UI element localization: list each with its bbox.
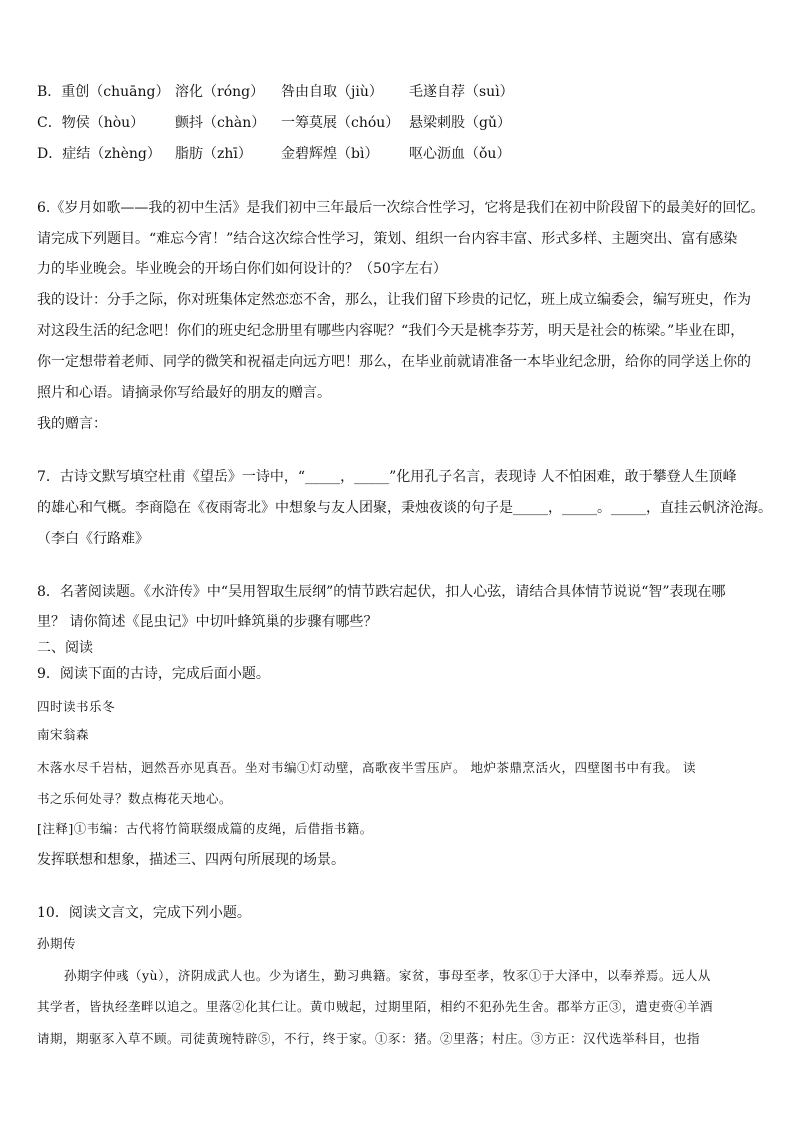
passage-line: 其学者，皆执经垄畔以追之。里落②化其仁让。黄巾贼起，过期里陌，相约不犯孙先生舍。郡举方正③，遣吏赍④羊酒 <box>37 999 714 1014</box>
q9-intro: 9．阅读下面的古诗，完成后面小题。 <box>37 666 270 682</box>
poem-author: 南宋翁森 <box>37 727 90 742</box>
q10-intro: 10．阅读文言文，完成下列小题。 <box>37 905 251 921</box>
option-d-item-3: 金碧辉煌（bì） <box>281 146 379 162</box>
option-c-item-1: C．物侯（hòu） <box>37 115 145 131</box>
q6-line: 力的毕业晚会。毕业晚会的开场白你们如何设计的？（50字左右） <box>37 261 447 277</box>
q7-line: 的雄心和气概。李商隐在《夜雨寄北》中想象与友人团聚，秉烛夜谈的句子是_____，_____。_____，直挂云帆济沧海。 <box>37 500 772 516</box>
option-b <box>37 83 514 101</box>
option-b-item-3: 咎由自取（jiù） <box>281 84 383 100</box>
poem-note: [注释]①韦编：古代将竹简联缀成篇的皮绳，后借指书籍。 <box>37 821 373 836</box>
option-d-item-4: 呕心沥血（ǒu） <box>409 146 511 162</box>
passage-line: 孙期字仲彧（yù），济阴成武人也。少为诸生，勤习典籍。家贫，事母至孝，牧豕①于大泽中，以奉养焉。远人从 <box>64 968 711 983</box>
q6-line: 照片和心语。请摘录你写给最好的朋友的赠言。 <box>37 385 331 401</box>
option-b-item-4: 毛遂自荐（suì） <box>409 84 514 100</box>
option-c-item-4: 悬梁刺股（gǔ） <box>409 115 511 131</box>
q6-line: 我的设计：分手之际，你对班集体定然恋恋不舍，那么，让我们留下珍贵的记忆，班上成立编委会，编写班史，作为 <box>37 292 751 308</box>
section-heading: 二、阅读 <box>37 640 93 656</box>
option-b-item-1: B．重创（chuāng） <box>37 84 170 100</box>
q6-line: 你一定想带着老师、同学的微笑和祝福走向远方吧！那么，在毕业前就请准备一本毕业纪念册，给你的同学送上你的 <box>37 354 751 370</box>
passage-line: 请期，期驱豕入草不顾。司徒黄琬特辟⑤，不行，终于家。①豕：猪。②里落；村庄。③方正：汉代选举科目，也指 <box>37 1031 701 1046</box>
q9-task: 发挥联想和想象，描述三、四两句所展现的场景。 <box>37 852 345 868</box>
passage-title: 孙期传 <box>37 936 77 951</box>
option-d-item-1: D．症结（zhèng） <box>37 146 161 162</box>
q6-line: 请完成下列题目。“难忘今宵！”结合这次综合性学习，策划、组织一台内容丰富、形式多样、主题突出、富有感染 <box>37 231 738 247</box>
option-d-item-2: 脂肪（zhī） <box>175 146 252 162</box>
option-d <box>37 145 510 163</box>
q7-line: 7．古诗文默写填空杜甫《望岳》一诗中，“_____，_____”化用孔子名言，表现诗 人不怕困难，敢于攀登人生顶峰 <box>37 469 737 485</box>
q6-line: 对这段生活的纪念吧！你们的班史纪念册里有哪些内容呢？“我们今天是桃李芬芳，明天是社会的栋梁。”毕业在即， <box>37 323 745 339</box>
q8-line: 里？ 请你简述《昆虫记》中切叶蜂筑巢的步骤有哪些？ <box>37 614 378 630</box>
option-c-item-3: 一筹莫展（chóu） <box>281 115 400 131</box>
q6-line: 6.《岁月如歌——我的初中生活》是我们初中三年最后一次综合性学习，它将是我们在初中阶段留下的最美好的回忆。 <box>37 200 765 216</box>
poem-line: 木落水尽千岩枯，迥然吾亦见真吾。坐对韦编①灯动壁，高歌夜半雪压庐。 地炉茶鼎烹活火，四壁图书中有我。 读 <box>37 760 696 775</box>
option-c-item-2: 颤抖（chàn） <box>175 115 266 131</box>
q6-answer-label: 我的赠言： <box>37 416 107 432</box>
option-c <box>37 114 511 132</box>
q8-line: 8．名著阅读题。《水浒传》中“吴用智取生辰纲”的情节跌宕起伏，扣人心弦，请结合具体情节说说“智”表现在哪 <box>37 584 726 600</box>
option-b-item-2: 溶化（róng） <box>175 84 265 100</box>
poem-line: 书之乐何处寻？数点梅花天地心。 <box>37 791 233 806</box>
q7-line: （李白《行路难》 <box>37 531 149 547</box>
poem-title: 四时读书乐冬 <box>37 699 116 714</box>
